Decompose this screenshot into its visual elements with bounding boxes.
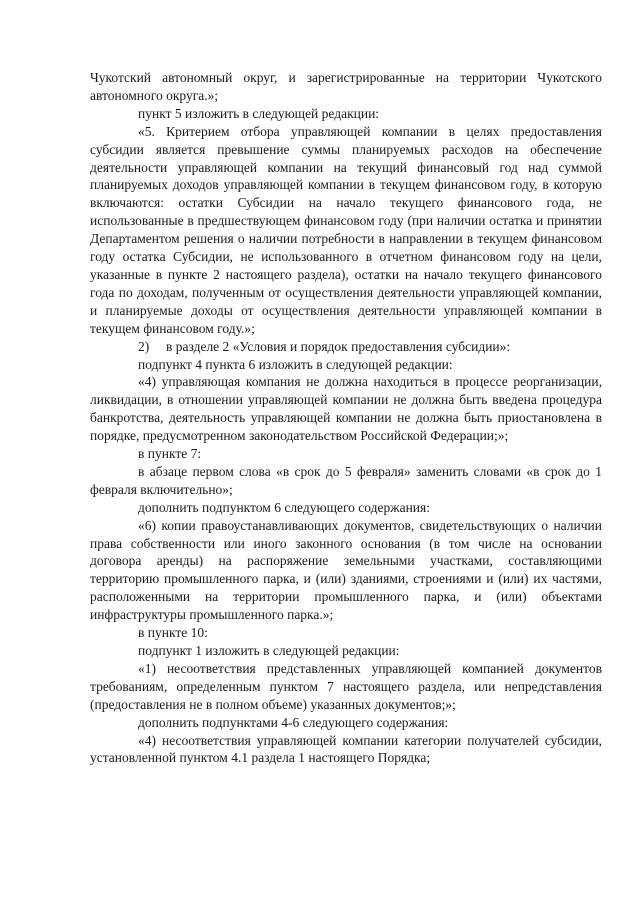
paragraph-text: в разделе 2 «Условия и порядок предоставления субсидии»: (166, 338, 511, 354)
paragraph: в абзаце первом слова «в срок до 5 февраля» заменить словами «в срок до 1 февраля включительно»; (90, 463, 602, 497)
paragraph: подпункт 4 пункта 6 изложить в следующей редакции: (138, 356, 453, 372)
paragraph: «4) управляющая компания не должна находиться в процессе реорганизации, ликвидации, в отношении управляющей компании не должна быть введена процедура банкротства, деятельность управляющей компании не должна быть приостановлена в порядке, предусмотренном законодательством Российской Федерации;»; (90, 374, 602, 444)
paragraph: в пункте 7: (138, 446, 202, 462)
paragraph: дополнить подпунктами 4-6 следующего содержания: (138, 714, 449, 730)
paragraph: Чукотский автономный округ, и зарегистрированные на территории Чукотского автономного округа.»; (90, 70, 602, 103)
paragraph: дополнить подпунктом 6 следующего содержания: (138, 499, 430, 515)
item-number: 2) (138, 338, 150, 354)
paragraph: «6) копии правоустанавливающих документов, свидетельствующих о наличии права собственности или иного законного основания (в том числе на основании договора аренды) на распоряжение земельными участками, составляющими территорию промышленного парка, и (или) зданиями, строениями и (или) их частями, расположенными на территории промышленного парка, и (или) объектами инфраструктуры промышленного парка.»; (90, 517, 602, 623)
paragraph: пункт 5 изложить в следующей редакции: (138, 105, 380, 121)
numbered-paragraph (90, 338, 602, 356)
paragraph: «1) несоответствия представленных управляющей компанией документов требованиям, определенным пунктом 7 настоящего раздела, или непредставления (предоставления не в полном объеме) указанных документов;»; (90, 660, 602, 712)
document-body (90, 69, 602, 767)
paragraph: в пункте 10: (138, 625, 208, 641)
paragraph: подпункт 1 изложить в следующей редакции: (138, 643, 400, 658)
paragraph: «4) несоответствия управляющей компании категории получателей субсидии, установленной пунктом 4.1 раздела 1 настоящего Порядка; (90, 732, 602, 766)
paragraph: «5. Критерием отбора управляющей компании в целях предоставления субсидии является превышение суммы планируемых расходов на обеспечение деятельности управляющей компании на текущий финансовый год над суммой планируемых доходов управляющей компании в текущем финансовом году, в которую включаются: остатки Субсидии на начало текущего финансового года, не использованные в предшествующем финансовом году (при наличии остатка и принятии Департаментом решения о наличии потребности в направлении в текущем финансовом году остатка Субсидии, не использованного в отчетном финансовом году на цели, указанные в пункте 2 настоящего раздела), остатки на начало текущего финансового года по доходам, полученным от осуществления деятельности управляющей компании, и планируемые доходы от осуществления деятельности управляющей компании в текущем финансовом году.»; (90, 123, 602, 336)
